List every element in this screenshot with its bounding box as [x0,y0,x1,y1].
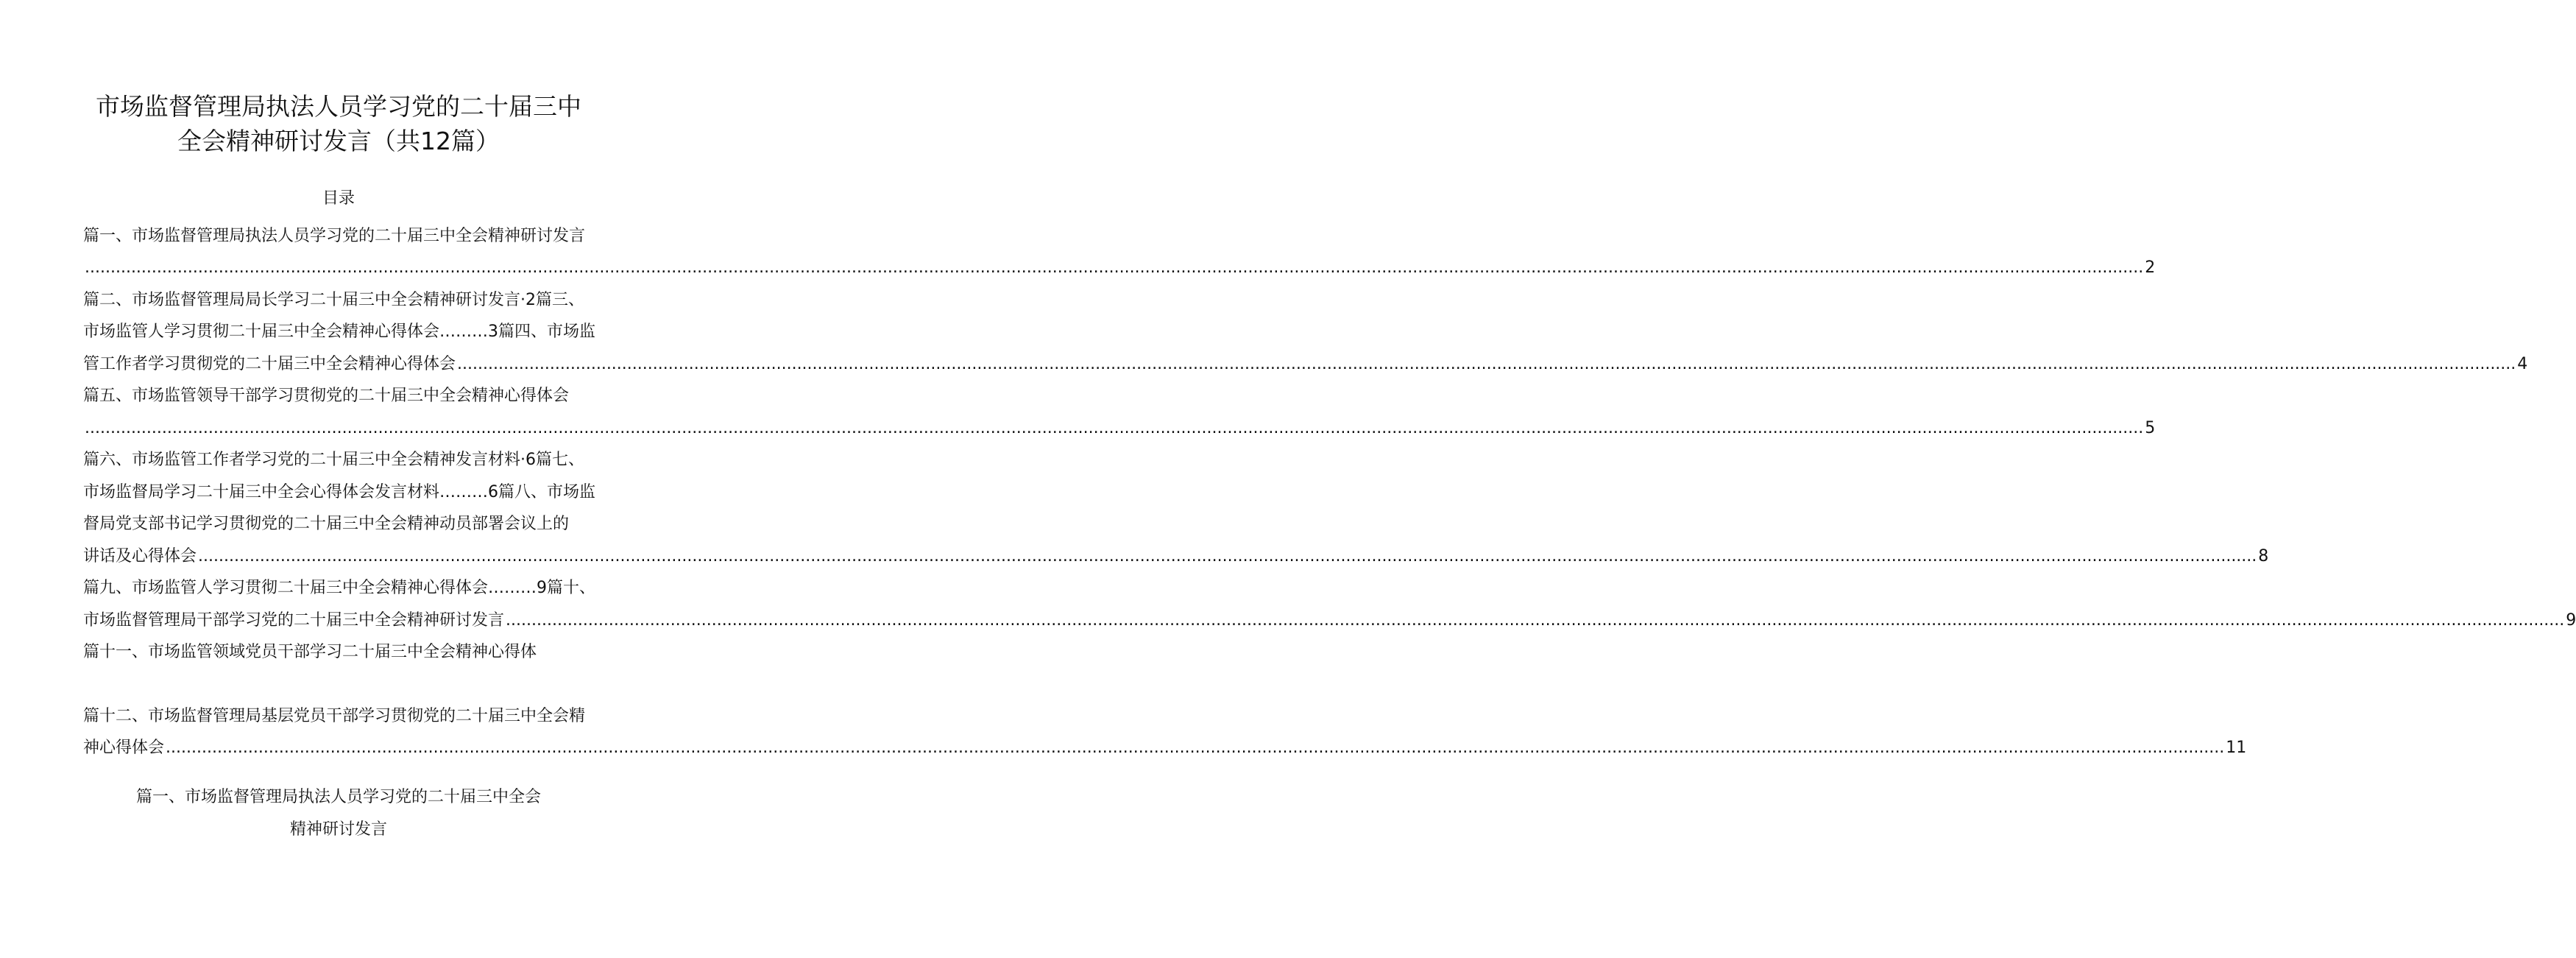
toc-line-text: 篇十一、市场监管领域党员干部学习二十届三中全会精神心得体 [83,643,537,661]
toc-line[interactable] [83,385,607,407]
toc-heading: 目录 [322,189,355,208]
toc-line[interactable] [83,257,2156,279]
toc-line[interactable] [83,353,2528,376]
toc-page-number: 11 [2226,739,2247,757]
toc-line-text: 篇五、市场监管领导干部学习贯彻党的二十届三中全会精神心得体会 [83,387,570,405]
toc-line-text: 篇一、市场监督管理局执法人员学习党的二十届三中全会精神研讨发言 [83,227,586,245]
toc-line-text: 篇十二、市场监督管理局基层党员干部学习贯彻党的二十届三中全会精 [83,707,586,725]
toc-leader-dots: ................................................................................................................................................................................................................................................................................................................................................................................................................ [166,739,2225,757]
toc-line[interactable] [83,289,607,311]
toc-page-number: 2 [2145,258,2156,277]
toc-line[interactable] [83,449,607,471]
section-heading-line2: 精神研讨发言 [289,820,387,839]
toc-page-number: 4 [2517,355,2528,373]
toc-line-text: 市场监督管理局干部学习党的二十届三中全会精神研讨发言 [83,611,505,630]
toc-page-number: 5 [2145,419,2156,437]
toc-line-text: 篇六、市场监管工作者学习党的二十届三中全会精神发言材料·6篇七、 [83,451,584,469]
section-heading-line1: 篇一、市场监督管理局执法人员学习党的二十届三中全会 [135,788,541,806]
toc-line[interactable] [83,225,607,247]
toc-line[interactable] [83,641,607,663]
toc-line[interactable] [83,705,607,728]
toc-line[interactable] [83,418,2156,440]
toc-line[interactable] [83,577,607,599]
toc-leader-dots: ................................................................................................................................................................................................................................................................................................................................................................................................................ [198,547,2257,566]
document-title-line1: 市场监督管理局执法人员学习党的二十届三中 [96,92,581,121]
toc-line-text: 神心得体会 [83,739,165,757]
toc-line-text: 篇二、市场监督管理局局长学习二十届三中全会精神研讨发言·2篇三、 [83,291,584,309]
toc-page-number: 8 [2258,547,2269,566]
toc-line[interactable] [83,513,607,535]
toc-line-text: 市场监管人学习贯彻二十届三中全会精神心得体会………3篇四、市场监 [83,323,595,341]
toc-line[interactable] [83,610,2576,632]
toc-leader-dots: ................................................................................................................................................................................................................................................................................................................................................................................................................ [506,611,2565,630]
toc-line-text: 市场监督局学习二十届三中全会心得体会发言材料………6篇八、市场监 [83,483,595,501]
toc-line-text: 管工作者学习贯彻党的二十届三中全会精神心得体会 [83,355,456,373]
toc-line-text: 讲话及心得体会 [83,547,197,566]
toc-line-text: 篇九、市场监管人学习贯彻二十届三中全会精神心得体会………9篇十、 [83,579,595,597]
toc-line[interactable] [83,546,2269,568]
toc-line-text: 督局党支部书记学习贯彻党的二十届三中全会精神动员部署会议上的 [83,515,570,533]
toc-line[interactable] [83,737,2247,759]
document-title-line2: 全会精神研讨发言（共12篇） [177,127,500,155]
toc-line[interactable] [83,482,607,504]
toc-page-number: 9 [2566,611,2576,630]
toc-line[interactable] [83,321,607,343]
toc-leader-dots: ................................................................................................................................................................................................................................................................................................................................................................................................................ [457,355,2516,373]
toc-leader-dots: ................................................................................................................................................................................................................................................................................................................................................................................................................ [85,258,2144,277]
toc-leader-dots: ................................................................................................................................................................................................................................................................................................................................................................................................................ [85,419,2144,437]
